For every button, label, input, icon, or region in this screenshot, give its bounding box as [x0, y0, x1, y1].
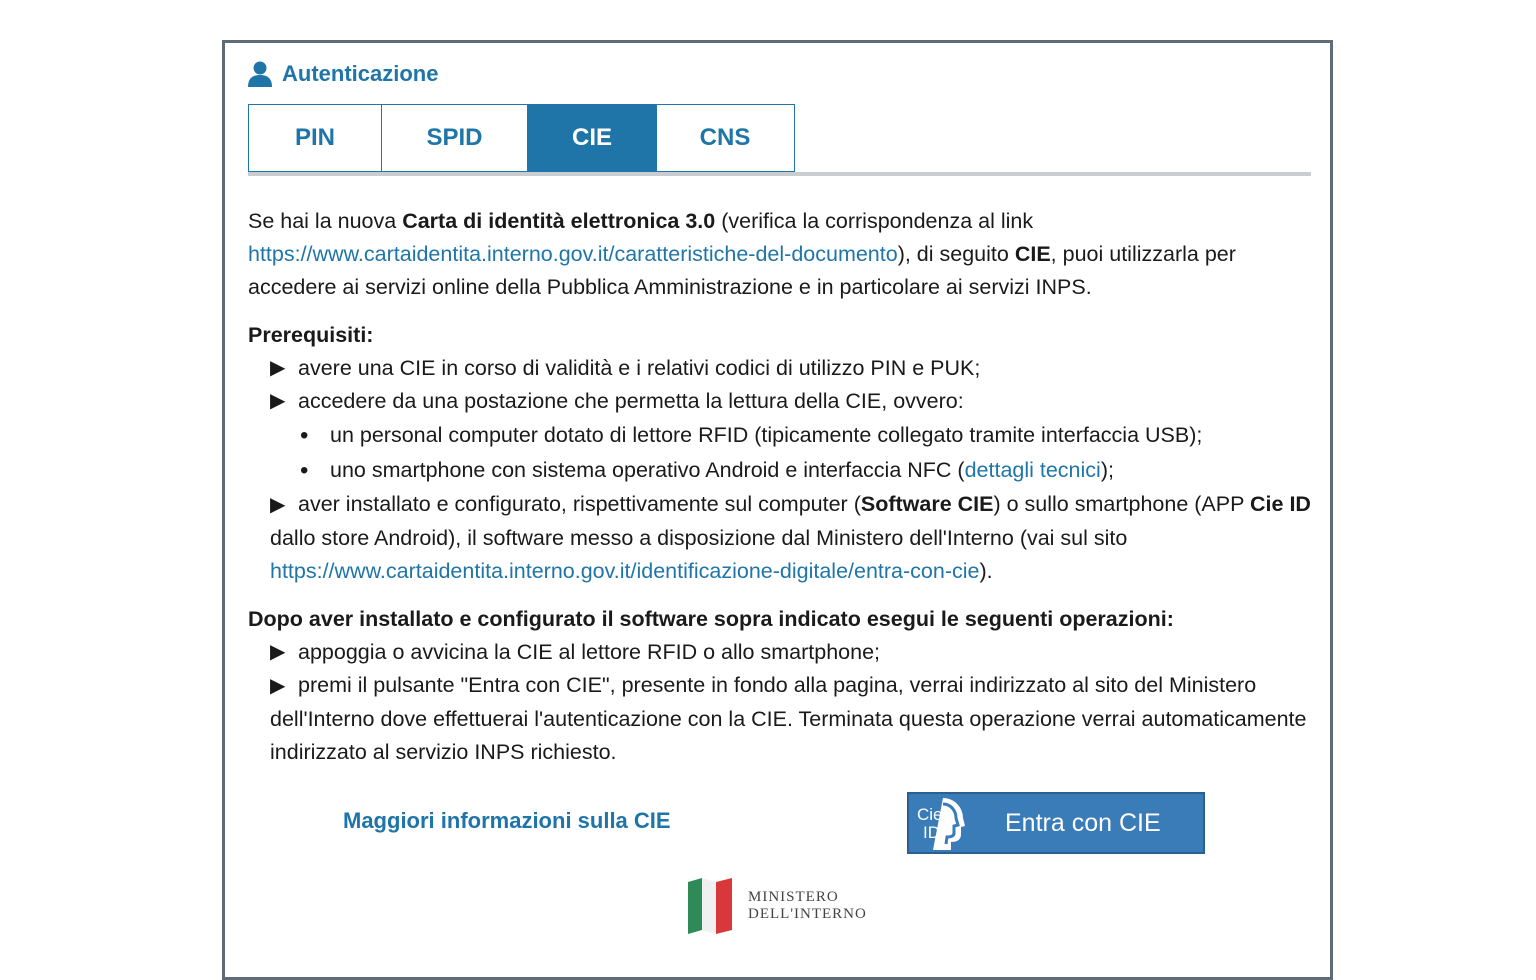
- bold-software-cie: Software CIE: [860, 492, 994, 516]
- list-item-text: ).: [979, 559, 993, 583]
- link-dettagli-tecnici[interactable]: dettagli tecnici: [964, 458, 1101, 482]
- sub-text: uno smartphone con sistema operativo Android e interfaccia NFC (: [330, 458, 965, 482]
- entra-con-cie-label: Entra con CIE: [1005, 808, 1161, 837]
- steps-title: Dopo aver installato e configurato il software sopra indicato esegui le seguenti operazioni:: [248, 607, 1174, 631]
- list-item-text: aver installato e configurato, rispettivamente sul computer (: [298, 492, 861, 516]
- intro-bold-card: Carta di identità elettronica 3.0: [402, 209, 716, 233]
- sub-list-item-text: [330, 453, 1114, 488]
- intro-bold-cie: CIE: [1014, 242, 1051, 266]
- italian-flag-icon: [686, 878, 736, 934]
- ministero-text: [748, 889, 867, 923]
- triangle-bullet-icon: ▶: [270, 641, 286, 663]
- list-item: [248, 488, 1318, 588]
- tab-cns[interactable]: CNS: [656, 104, 795, 172]
- tab-pin[interactable]: PIN: [248, 104, 382, 172]
- list-item-text: ) o sullo smartphone (APP: [993, 492, 1251, 516]
- intro-text: Se hai la nuova: [248, 209, 403, 233]
- list-item: [248, 636, 1318, 669]
- auth-tabs: [248, 104, 795, 172]
- list-item: [248, 352, 1318, 385]
- sub-list-item-text: un personal computer dotato di lettore RFID (tipicamente collegato tramite interfaccia USB);: [330, 423, 1203, 447]
- cie-id-logo-icon: [913, 794, 967, 852]
- sub-list-item: [248, 418, 1318, 453]
- prereq-title: Prerequisiti:: [248, 323, 374, 347]
- sub-list-item: [248, 453, 1318, 488]
- list-item-text: avere una CIE in corso di validità e i relativi codici di utilizzo PIN e PUK;: [298, 356, 981, 380]
- tab-divider: [248, 172, 1311, 176]
- list-item: [248, 669, 1318, 769]
- intro-paragraph: [248, 205, 1318, 304]
- list-item-text: premi il pulsante "Entra con CIE", presente in fondo alla pagina, verrai indirizzato al sito del Ministero dell'Interno dove effettuerai l'autenticazione con la CIE. Terminata questa operazione verrai automaticamente indirizzato al servizio INPS richiesto.: [270, 673, 1307, 764]
- ministero-line: MINISTERO: [748, 889, 839, 905]
- intro-text: ), di seguito: [897, 242, 1015, 266]
- tab-spid[interactable]: SPID: [381, 104, 529, 172]
- triangle-bullet-icon: ▶: [270, 357, 286, 379]
- cie-description: [248, 205, 1318, 769]
- list-item-text: appoggia o avvicina la CIE al lettore RFID o allo smartphone;: [298, 640, 881, 664]
- list-item-text: dallo store Android), il software messo a disposizione dal Ministero dell'Interno (vai sul sito: [270, 526, 1128, 550]
- triangle-bullet-icon: ▶: [270, 494, 286, 516]
- auth-title: Autenticazione: [282, 61, 439, 86]
- dot-bullet-icon: •: [300, 457, 309, 484]
- link-entra-con-cie[interactable]: https://www.cartaidentita.interno.gov.it/identificazione-digitale/entra-con-cie: [270, 559, 980, 583]
- sub-text: );: [1100, 458, 1114, 482]
- bold-cie-id: Cie ID: [1250, 492, 1311, 516]
- triangle-bullet-icon: ▶: [270, 675, 286, 697]
- cie-logo-text: Cie: [917, 805, 943, 824]
- more-info-cie-link[interactable]: Maggiori informazioni sulla CIE: [343, 808, 671, 833]
- list-item-text: accedere da una postazione che permetta la lettura della CIE, ovvero:: [298, 389, 964, 413]
- intro-text: (verifica la corrispondenza al link: [715, 209, 1034, 233]
- link-caratteristiche[interactable]: https://www.cartaidentita.interno.gov.it/caratteristiche-del-documento: [248, 242, 898, 266]
- intro-text: , puoi utilizzarla per accedere ai servizi online della Pubblica Amministrazione e in particolare ai servizi INPS.: [248, 242, 1236, 299]
- tab-cie[interactable]: CIE: [527, 104, 657, 172]
- triangle-bullet-icon: ▶: [270, 390, 286, 412]
- user-icon: [248, 61, 272, 87]
- auth-header: [248, 58, 438, 90]
- list-item: [248, 385, 1318, 418]
- dot-bullet-icon: •: [300, 422, 309, 449]
- ministero-line: DELL'INTERNO: [748, 906, 867, 922]
- ministero-interno-logo: [686, 878, 867, 934]
- entra-con-cie-button[interactable]: [907, 792, 1205, 854]
- cie-logo-text: ID: [923, 823, 940, 842]
